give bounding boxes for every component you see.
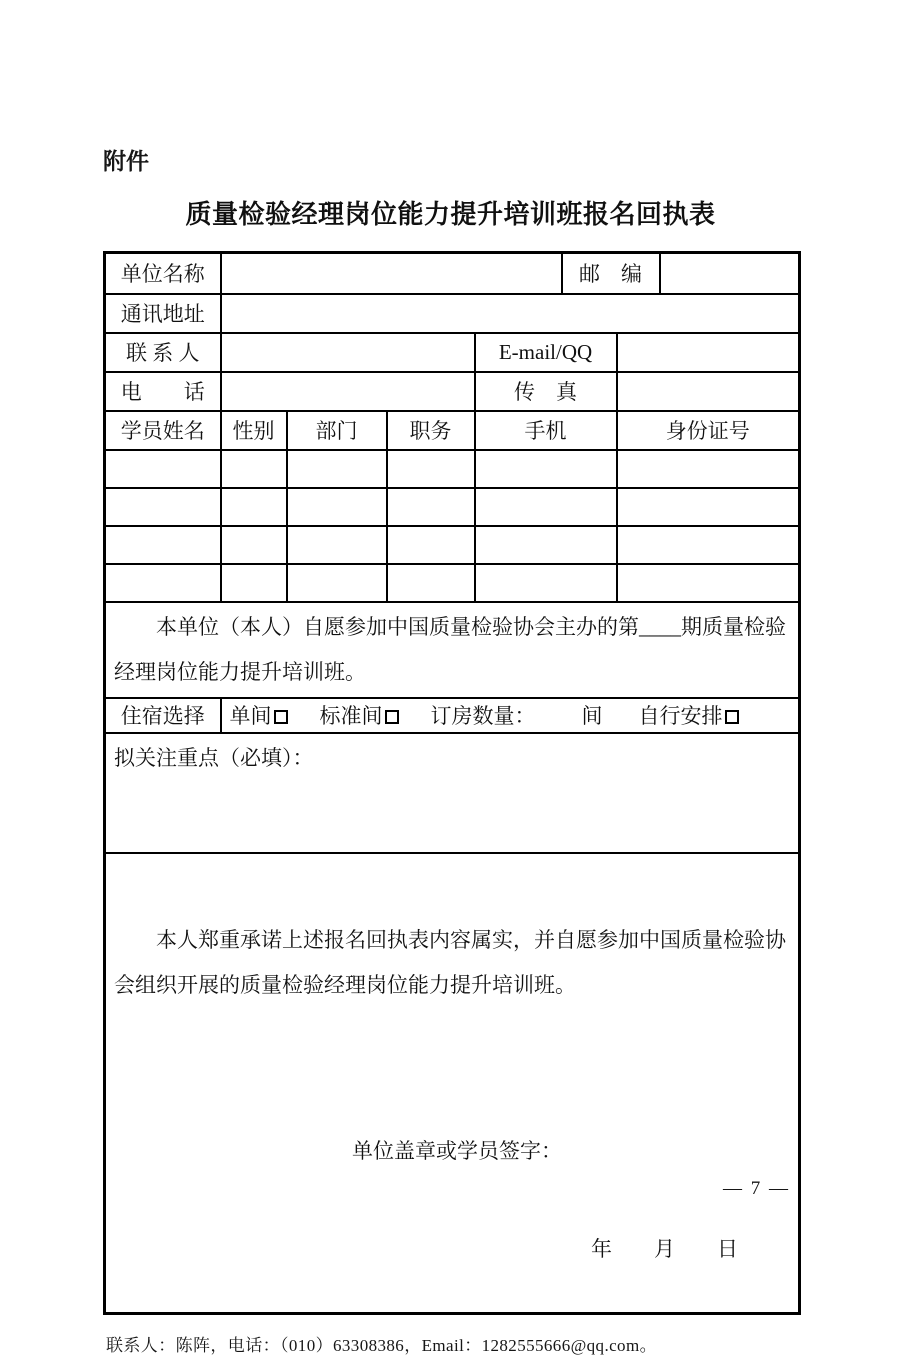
row-contact [105,333,800,372]
checkbox-icon [385,710,399,724]
date-line: 年 月 日 [591,1236,738,1261]
unit-name-label: 单位名称 [105,253,221,294]
fax-label: 传 真 [475,372,617,411]
student-empty-row [105,526,800,564]
fax-value-cell [617,372,800,411]
checkbox-icon [274,710,288,724]
option-standard-room [320,700,399,730]
declaration-text: 本人郑重承诺上述报名回执表内容属实，并自愿参加中国质量检验协会组织开展的质量检验经理岗位能力提升培训班。 [114,927,786,997]
footer-contact-note: 联系人：陈阵，电话：（010）63308386，Email：1282555666@qq.com。 [106,1335,657,1355]
empty-cell [617,488,800,526]
address-label: 通讯地址 [105,294,221,333]
empty-cell [105,488,221,526]
header-id-number: 身份证号 [617,411,800,450]
accommodation-label: 住宿选择 [105,698,221,733]
booking-quantity-label: 订房数量： [430,704,536,728]
empty-cell [221,564,287,602]
empty-cell [221,488,287,526]
row-focus [105,733,800,853]
empty-cell [475,564,617,602]
empty-cell [475,488,617,526]
empty-cell [387,564,475,602]
header-gender: 性别 [221,411,287,450]
standard-room-label: 标准间 [319,704,383,728]
focus-label: 拟关注重点（必填）： [105,733,800,853]
row-declaration [105,853,800,1314]
empty-cell [387,526,475,564]
postal-code-value-cell [660,253,800,294]
student-table-header-row [105,411,800,450]
rooms-unit-label: 间 [581,704,603,728]
empty-cell [105,526,221,564]
document-content [103,143,798,1356]
empty-cell [387,450,475,488]
email-qq-value-cell [617,333,800,372]
empty-cell [287,488,387,526]
empty-cell [287,564,387,602]
signature-label: 单位盖章或学员签字： [352,1138,562,1163]
page-title: 质量检验经理岗位能力提升培训班报名回执表 [185,199,716,229]
row-accommodation [105,698,800,733]
empty-cell [287,526,387,564]
empty-cell [105,564,221,602]
self-arrange-label: 自行安排 [638,704,723,728]
phone-value-cell [221,372,475,411]
empty-cell [287,450,387,488]
contact-person-value-cell [221,333,475,372]
accommodation-options-cell [221,698,800,733]
contact-person-label: 联 系 人 [105,333,221,372]
email-qq-label: E-mail/QQ [475,333,617,372]
checkbox-icon [725,710,739,724]
empty-cell [617,564,800,602]
empty-cell [105,450,221,488]
empty-cell [617,526,800,564]
student-empty-row [105,564,800,602]
option-self-arrange [639,700,739,730]
empty-cell [221,526,287,564]
phone-label: 电 话 [105,372,221,411]
empty-cell [617,450,800,488]
empty-cell [475,526,617,564]
empty-cell [387,488,475,526]
header-mobile: 手机 [475,411,617,450]
participation-statement: 本单位（本人）自愿参加中国质量检验协会主办的第____期质量检验经理岗位能力提升培训班。 [105,602,800,698]
student-empty-row [105,450,800,488]
address-value-cell [221,294,800,333]
row-participation-statement [105,602,800,698]
page-number: — 7 — [723,1178,790,1199]
empty-cell [221,450,287,488]
attachment-label: 附件 [103,148,149,174]
unit-name-value-cell [221,253,562,294]
empty-cell [475,450,617,488]
header-position: 职务 [387,411,475,450]
single-room-label: 单间 [229,704,272,728]
registration-form-table [103,251,801,1315]
header-student-name: 学员姓名 [105,411,221,450]
postal-code-label: 邮 编 [562,253,660,294]
row-phone [105,372,800,411]
header-department: 部门 [287,411,387,450]
row-unit-name [105,253,800,294]
row-address [105,294,800,333]
declaration-cell [105,853,800,1314]
student-empty-row [105,488,800,526]
option-single-room [230,700,288,730]
